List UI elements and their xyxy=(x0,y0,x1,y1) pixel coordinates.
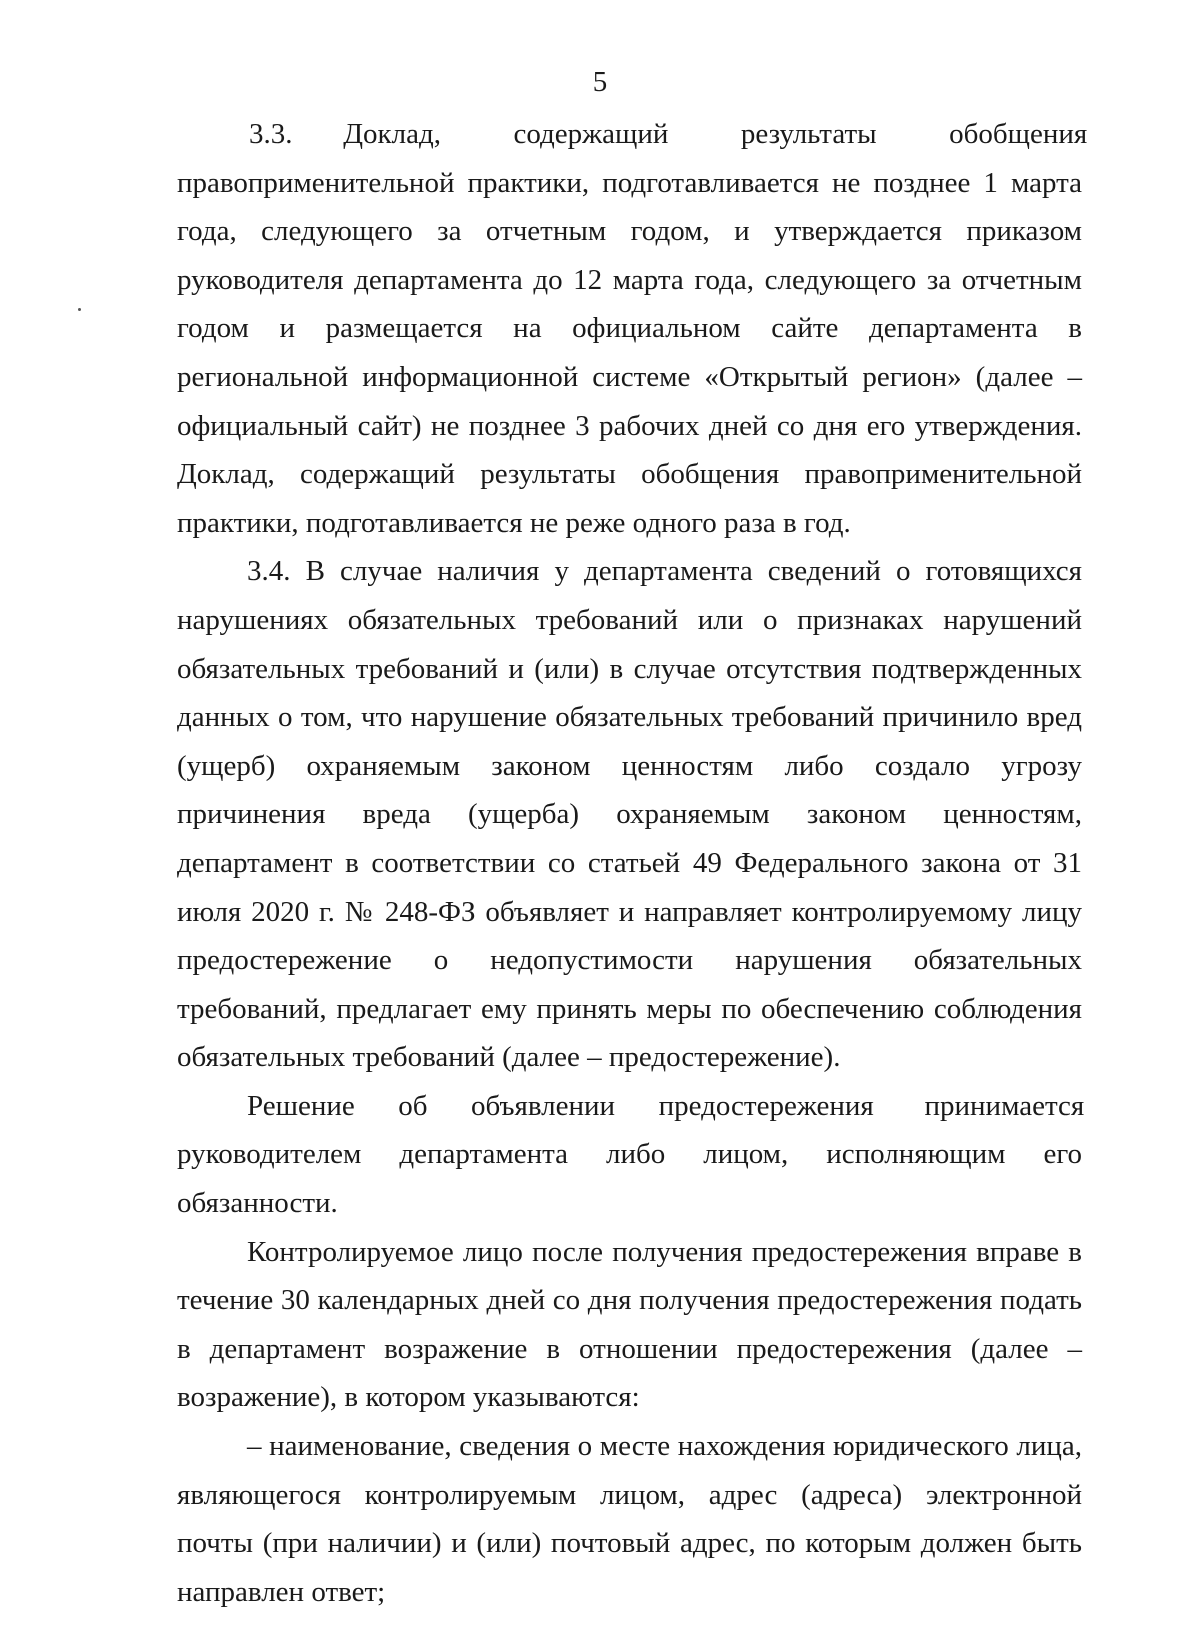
paragraph-decision: Решение об объявлении предостережения принимается руководителем департамента либо лицом, исполняющим его обязанности. xyxy=(177,1089,1085,1220)
page-number: 5 xyxy=(592,66,608,98)
paragraph-objection: Контролируемое лицо после получения предостережения вправе в течение 30 календарных дней со дня получения предостережения подать в департамент возражение в отношении предостережения (далее – возражение), в котором указываются: xyxy=(177,1235,1082,1414)
scan-speck xyxy=(78,308,81,311)
paragraph-3-3: 3.3. Доклад, содержащий результаты обобщения правоприменительной практики, подготавливается не позднее 1 марта года, следующего за отчетным годом, и утверждается приказом руководителя департамента до 12 марта года, следующего за отчетным годом и размещается на официальном сайте департамента в региональной информационной системе «Открытый регион» (далее – официальный сайт) не позднее 3 рабочих дней со дня его утверждения. Доклад, содержащий результаты обобщения правоприменительной практики, подготавливается не реже одного раза в год. xyxy=(177,118,1088,539)
paragraph-3-4: 3.4. В случае наличия у департамента сведений о готовящихся нарушениях обязательных требований или о признаках нарушений обязательных требований и (или) в случае отсутствия подтвержденных данных о том, что нарушение обязательных требований причинило вред (ущерб) охраняемым законом ценностям либо создало угрозу причинения вреда (ущерба) охраняемым законом ценностям, департамент в соответствии со статьей 49 Федерального закона от 31 июля 2020 г. № 248-ФЗ объявляет и направляет контролируемому лицу предостережение о недопустимости нарушения обязательных требований, предлагает ему принять меры по обеспечению соблюдения обязательных требований (далее – предостережение). xyxy=(177,555,1082,1074)
paragraph-list-item: – наименование, сведения о месте нахождения юридического лица, являющегося контролируемым лицом, адрес (адреса) электронной почты (при наличии) и (или) почтовый адрес, по которым должен быть направлен ответ; xyxy=(177,1430,1082,1608)
document-body xyxy=(177,110,1088,1616)
